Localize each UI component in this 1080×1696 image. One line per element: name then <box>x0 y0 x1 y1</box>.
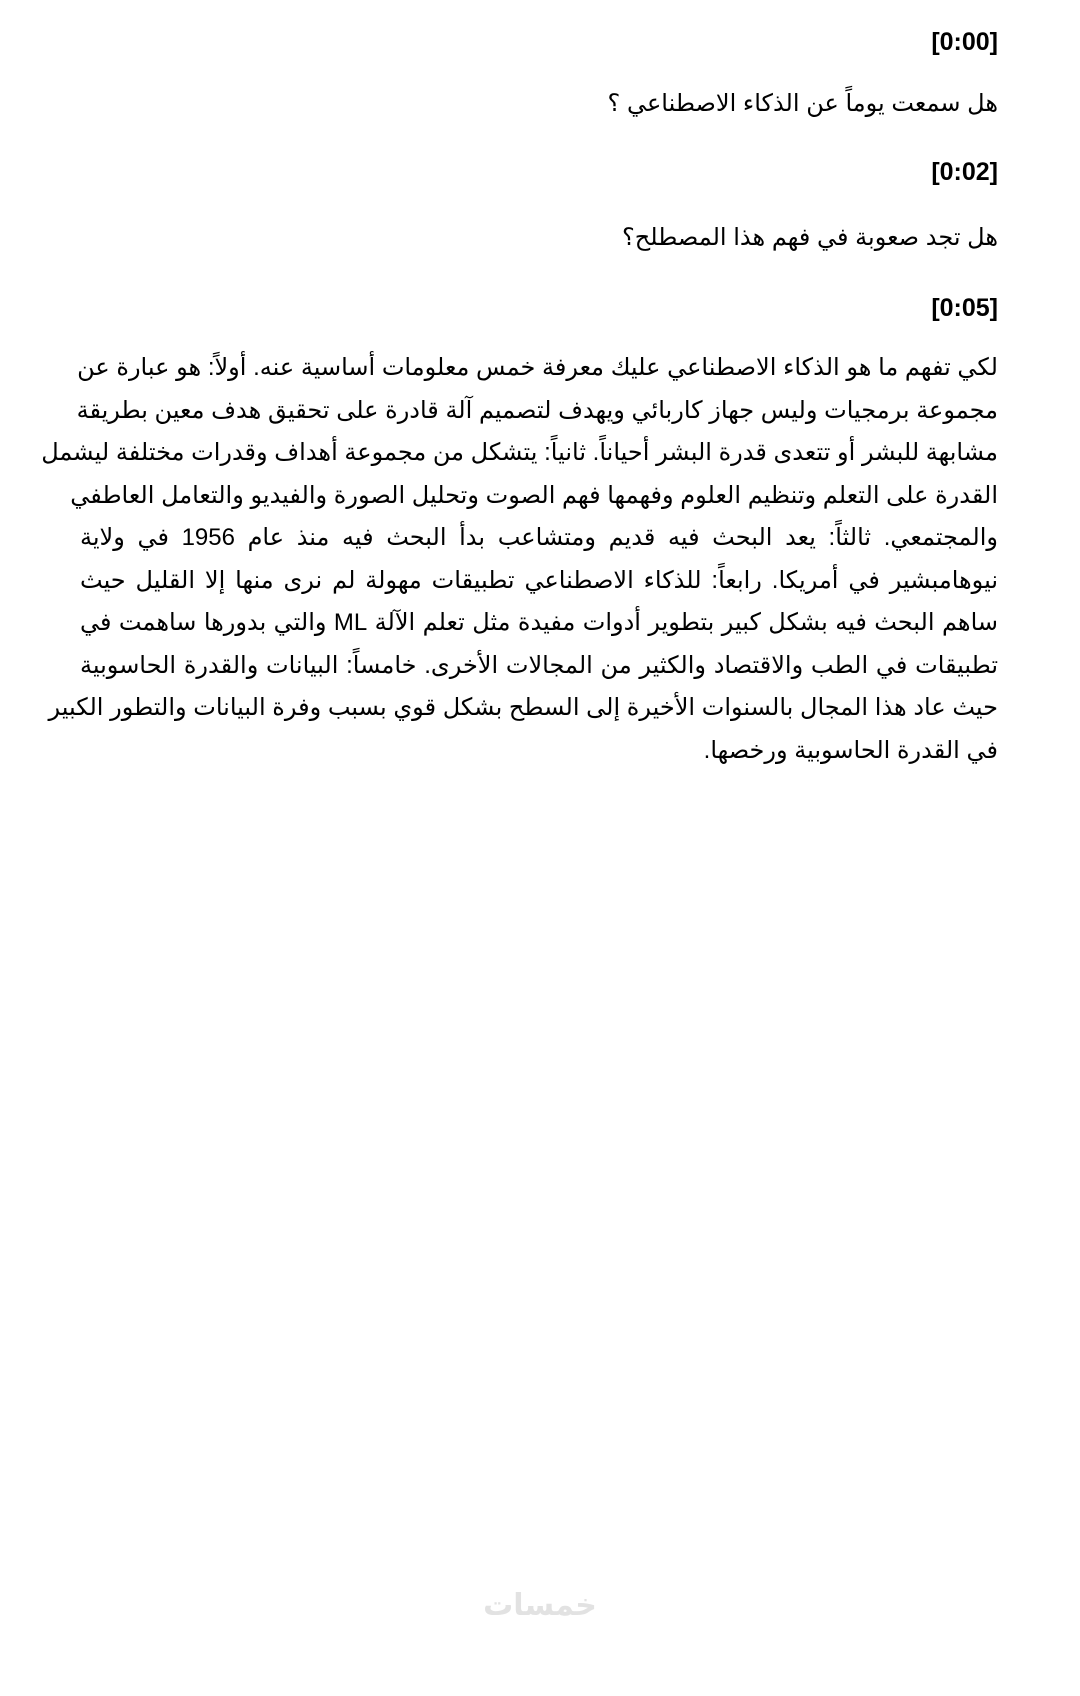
watermark-logo: خمسات <box>483 1589 597 1622</box>
transcript-text: هل تجد صعوبة في فهم هذا المصطلح؟ <box>622 224 998 251</box>
transcript-paragraph <box>41 347 999 772</box>
paragraph-line: في القدرة الحاسوبية ورخصها. <box>703 736 998 764</box>
paragraph-line: ساهم البحث فيه بشكل كبير بتطوير أدوات مفيدة مثل تعلم الآلة ML والتي بدورها ساهمت في <box>80 609 998 636</box>
paragraph-line: نيوهامبشير في أمريكا. رابعاً: للذكاء الاصطناعي تطبيقات مهولة لم نرى منها إلا القليل حيث <box>80 566 999 594</box>
paragraph-line: لكي تفهم ما هو الذكاء الاصطناعي عليك معرفة خمس معلومات أساسية عنه. أولاً: هو عبارة عن <box>77 354 998 381</box>
transcript-document <box>41 22 999 772</box>
paragraph-line: تطبيقات في الطب والاقتصاد والكثير من المجالات الأخرى. خامساً: البيانات والقدرة الحاسوبية <box>80 651 998 679</box>
paragraph-line: مشابهة للبشر أو تتعدى قدرة البشر أحياناً. ثانياً: يتشكل من مجموعة أهداف وقدرات مختلفة ليشمل <box>41 439 998 466</box>
transcript-text: هل سمعت يوماً عن الذكاء الاصطناعي ؟ <box>607 90 998 117</box>
paragraph-line: حيث عاد هذا المجال بالسنوات الأخيرة إلى السطح بشكل قوي بسبب وفرة البيانات والتطور الكبير <box>48 694 998 721</box>
timestamp: [0:00] <box>931 28 998 56</box>
timestamp: [0:02] <box>931 158 998 186</box>
paragraph-line: القدرة على التعلم وتنظيم العلوم وفهمها فهم الصوت وتحليل الصورة والفيديو والتعامل العاطفي <box>70 481 998 509</box>
paragraph-line: مجموعة برمجيات وليس جهاز كاربائي ويهدف لتصميم آلة قادرة على تحقيق هدف معين بطريقة <box>76 396 998 424</box>
timestamp: [0:05] <box>931 294 998 322</box>
paragraph-line: والمجتمعي. ثالثاً: يعد البحث فيه قديم ومتشاعب بدأ البحث فيه منذ عام 1956 في ولاية <box>80 524 998 551</box>
